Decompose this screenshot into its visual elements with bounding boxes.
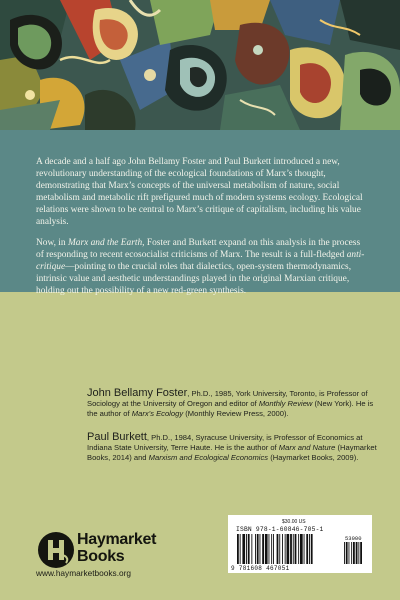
barcode-bar bbox=[300, 534, 303, 564]
barcode-bar bbox=[248, 534, 250, 564]
barcode-bar bbox=[285, 534, 286, 564]
ean-number: 9 781608 467051 bbox=[231, 565, 290, 572]
price-label: $30.00 US bbox=[282, 519, 306, 525]
barcode-bar bbox=[282, 534, 283, 564]
barcode-addon-bar bbox=[349, 542, 350, 564]
bio-burkett-text-2: (Haymarket Books, 2014) and bbox=[87, 443, 377, 462]
bio-foster-journal: Monthly Review bbox=[258, 399, 313, 408]
barcode-bar bbox=[304, 534, 305, 564]
barcode-bar bbox=[251, 534, 252, 564]
cover-painting bbox=[0, 0, 400, 130]
publisher-url: www.haymarketbooks.org bbox=[36, 568, 131, 578]
bio-burkett-text-3: (Haymarket Books, 2009). bbox=[268, 453, 359, 462]
barcode-addon-bar bbox=[346, 542, 348, 564]
barcode-addon-bar bbox=[360, 542, 362, 564]
barcode-bar bbox=[260, 534, 261, 564]
barcode-bar bbox=[290, 534, 292, 564]
barcode-addon-bar bbox=[353, 542, 355, 564]
barcode-bar bbox=[269, 534, 270, 564]
isbn-text: ISBN 978-1-60846-705-1 bbox=[236, 526, 324, 533]
author-bio-burkett bbox=[87, 432, 377, 463]
barcode-addon-bar bbox=[358, 542, 359, 564]
barcode-bar bbox=[277, 534, 279, 564]
barcode-bar bbox=[279, 534, 280, 564]
painting-artwork bbox=[0, 0, 400, 130]
bio-burkett-text-1: , Ph.D., 1984, Syracuse University, is Professor of Economics at Indiana State University, Terre Haute. He is the author of bbox=[87, 433, 363, 452]
barcode-bar bbox=[237, 534, 239, 564]
barcode-bar bbox=[255, 534, 256, 564]
barcode-bar bbox=[309, 534, 310, 564]
desc-p2-end: —pointing to the crucial roles that dialectics, open-system thermodynamics, intrinsic value and aesthetic understandings played in the original Marxian critique, holding out the possibility of a new red-green synthesis. bbox=[36, 262, 352, 297]
haymarket-h-icon bbox=[36, 530, 76, 570]
barcode-bar bbox=[246, 534, 247, 564]
bio-foster-book: Marx’s Ecology bbox=[131, 409, 184, 418]
publisher-name-line1: Haymarket bbox=[77, 531, 157, 548]
isbn-barcode bbox=[228, 515, 372, 573]
description-block bbox=[0, 130, 400, 297]
desc-p2-lead: Now, in bbox=[36, 238, 68, 249]
desc-p2-middle: Foster and Burkett expand on this analysis in the process of responding to recent ecosocialist criticisms of Marx. The result is a full-fledged bbox=[36, 238, 361, 261]
description-paragraph-2 bbox=[36, 238, 366, 298]
barcode-bar bbox=[273, 534, 274, 564]
barcode-bar bbox=[298, 534, 299, 564]
bio-foster-text-2: (New York). He is the author of bbox=[87, 399, 374, 418]
barcode-bar bbox=[271, 534, 272, 564]
barcode-bar bbox=[295, 534, 297, 564]
barcode-addon-bar bbox=[356, 542, 358, 564]
barcode-bar bbox=[257, 534, 259, 564]
bio-foster-text-3: (Monthly Review Press, 2000). bbox=[183, 409, 289, 418]
bio-burkett-book-1: Marx and Nature bbox=[278, 443, 336, 452]
barcode-bar bbox=[265, 534, 268, 564]
publisher-name-line2: Books bbox=[77, 548, 125, 565]
barcode-bar bbox=[311, 534, 313, 564]
bio-burkett-book-2: Marxism and Ecological Economics bbox=[148, 453, 269, 462]
barcode-bar bbox=[287, 534, 290, 564]
barcode-bar bbox=[242, 534, 245, 564]
barcode-addon-bar bbox=[344, 542, 345, 564]
author-name-foster: John Bellamy Foster bbox=[87, 387, 188, 399]
author-name-burkett: Paul Burkett bbox=[87, 431, 147, 443]
barcode-bar bbox=[306, 534, 308, 564]
barcode-addon-bar bbox=[351, 542, 352, 564]
barcode-bar bbox=[262, 534, 264, 564]
barcode-bar bbox=[293, 534, 294, 564]
anti-critique-term: anti-critique bbox=[36, 250, 365, 273]
description-text bbox=[36, 157, 366, 308]
barcode-addon-number: 53000 bbox=[345, 535, 362, 542]
book-title-marx-and-the-earth: Marx and the Earth, bbox=[67, 238, 145, 249]
author-bio-foster bbox=[87, 388, 377, 419]
bio-foster-text-1: , Ph.D., 1985, York University, Toronto, is Professor of Sociology at the University of Oregon and editor of bbox=[87, 389, 368, 408]
barcode-bar bbox=[240, 534, 241, 564]
description-paragraph-1: A decade and a half ago John Bellamy Foster and Paul Burkett introduced a new, revolutionary understanding of the ecological foundations of Marx’s thought, demonstrating that Marx’s concepts of the universal metabolism of nature, social metabolism and metabolic rift prefigured much of modern systems ecology. Ecological relations were shown to be central to Marx’s critique of capitalism, including his value analysis. bbox=[36, 157, 363, 227]
